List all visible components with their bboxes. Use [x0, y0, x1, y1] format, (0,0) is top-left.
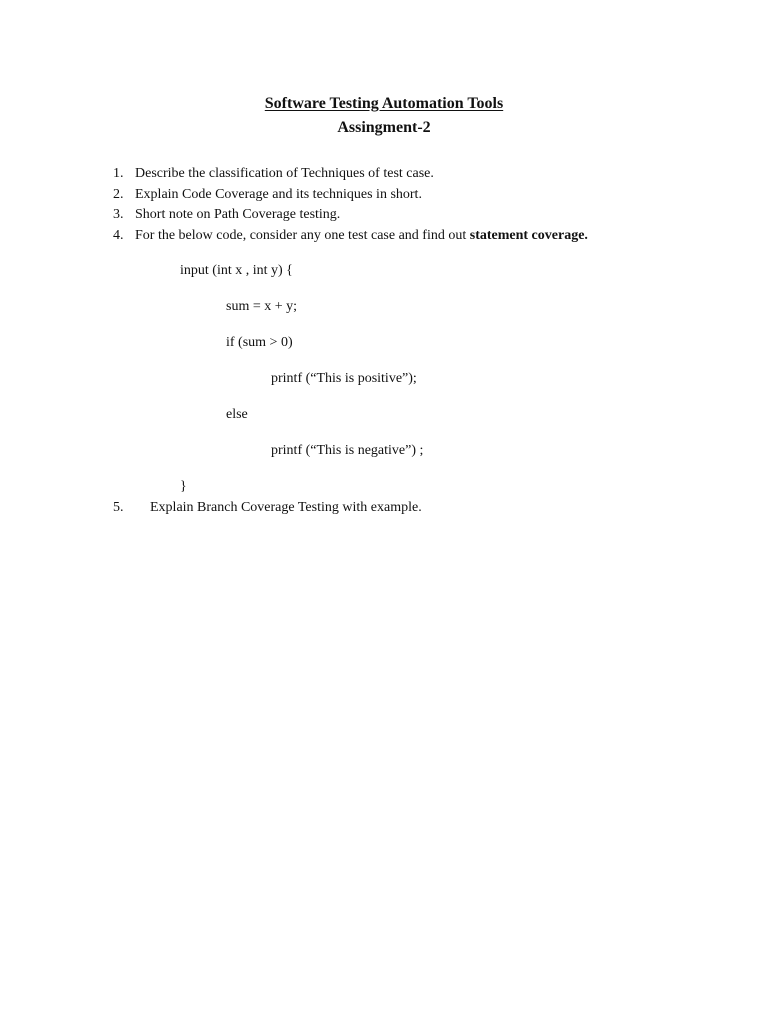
question-number: 3. [113, 207, 124, 222]
question-text-bold: statement coverage. [469, 228, 588, 243]
code-line: else [226, 407, 248, 422]
question-number: 1. [113, 166, 124, 181]
code-line: sum = x + y; [226, 299, 298, 314]
question-number: 2. [113, 187, 124, 202]
code-line: printf (“This is negative”) ; [271, 443, 424, 458]
question-number: 5. [113, 500, 124, 515]
question-text: Describe the classification of Techniques of test case. [135, 166, 434, 181]
question-text [135, 227, 588, 245]
document-title: Software Testing Automation Tools [264, 95, 504, 112]
code-line: input (int x , int y) { [180, 263, 293, 278]
document-subtitle: Assingment-2 [337, 119, 431, 136]
code-line: printf (“This is positive”); [271, 371, 417, 386]
question-text: Short note on Path Coverage testing. [135, 207, 341, 222]
question-text: Explain Branch Coverage Testing with example. [150, 500, 422, 515]
question-text: Explain Code Coverage and its techniques in short. [135, 187, 422, 202]
question-text-plain: For the below code, consider any one test case and find out [135, 228, 470, 243]
code-line: } [180, 479, 187, 494]
question-number: 4. [113, 228, 124, 243]
code-line: if (sum > 0) [226, 335, 293, 350]
